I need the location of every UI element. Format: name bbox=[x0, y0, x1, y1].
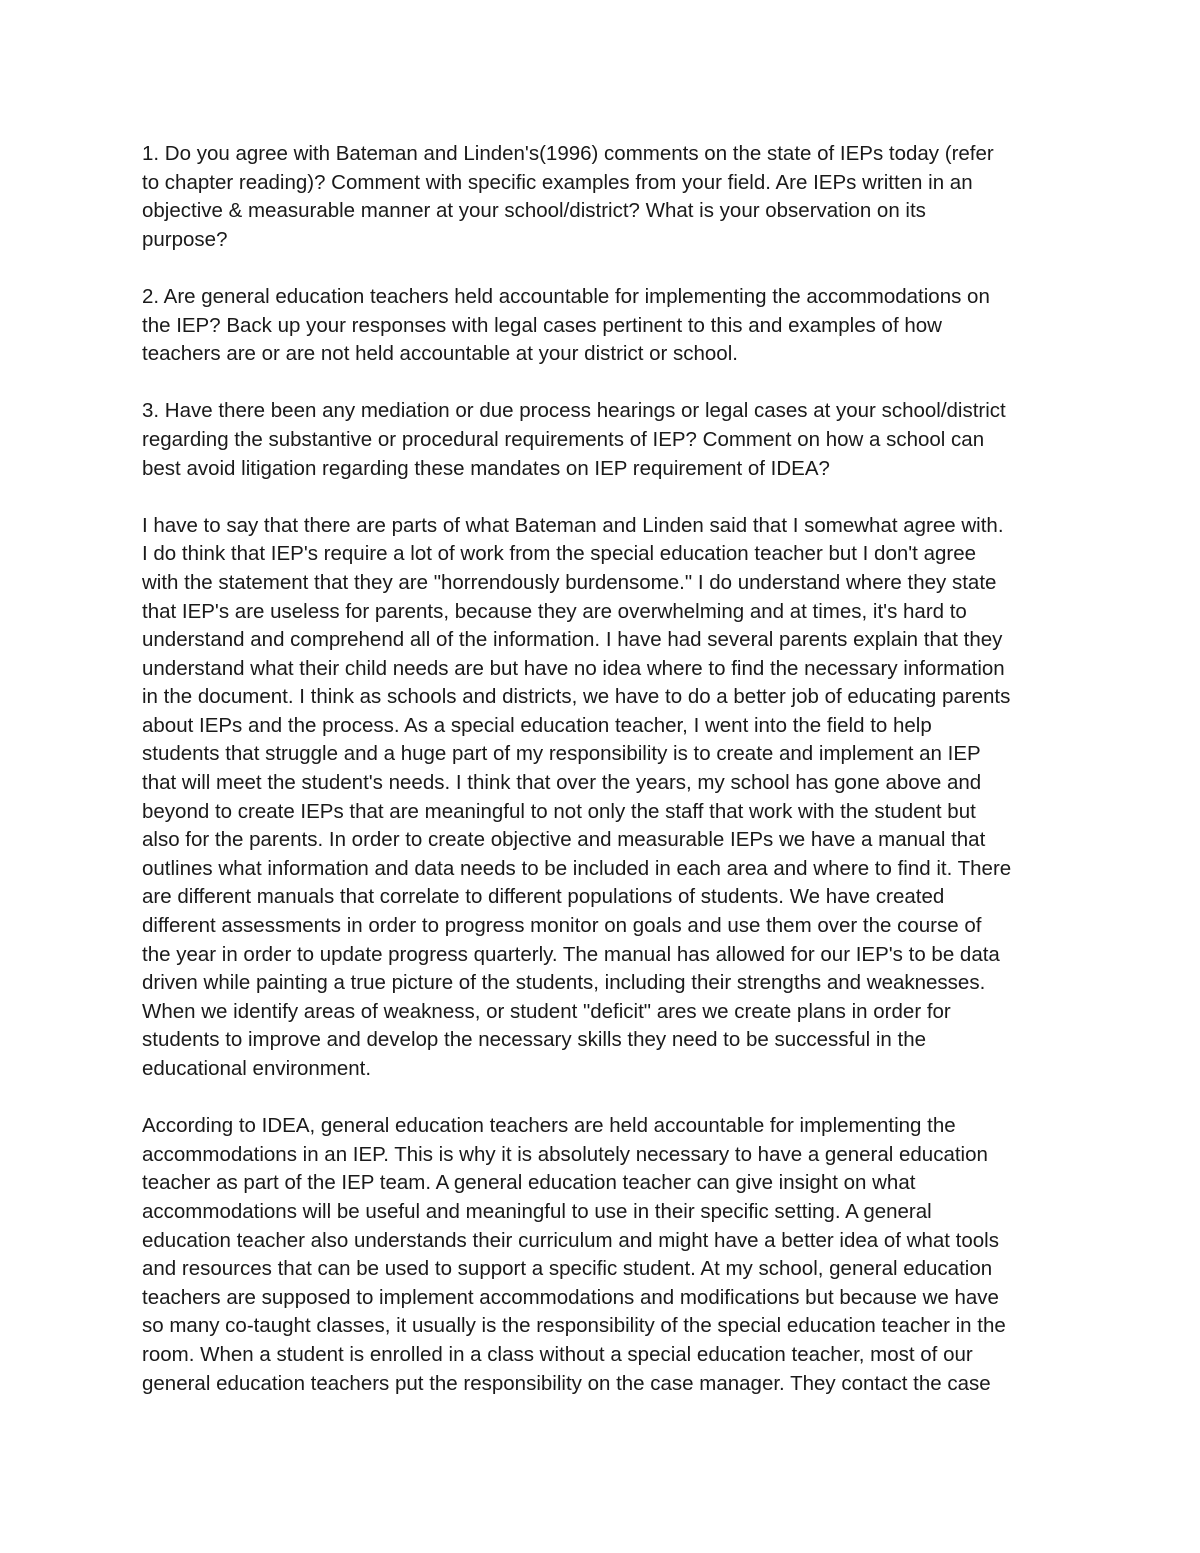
text-line: so many co-taught classes, it usually is the responsibility of the special education teacher in the bbox=[142, 1314, 1006, 1338]
text-line: best avoid litigation regarding these mandates on IEP requirement of IDEA? bbox=[142, 456, 830, 480]
text-line: accommodations in an IEP. This is why it is absolutely necessary to have a general education bbox=[142, 1142, 988, 1166]
text-line: regarding the substantive or procedural requirements of IEP? Comment on how a school can bbox=[142, 427, 985, 451]
text-line: and resources that can be used to support a specific student. At my school, general education bbox=[142, 1257, 993, 1281]
document-body bbox=[142, 140, 1062, 1398]
answer-paragraph-2 bbox=[142, 1112, 1062, 1398]
text-line: different assessments in order to progress monitor on goals and use them over the course of bbox=[142, 914, 982, 938]
text-line: general education teachers put the responsibility on the case manager. They contact the case bbox=[142, 1371, 991, 1395]
text-line: understand and comprehend all of the information. I have had several parents explain that they bbox=[142, 628, 1003, 652]
text-line: I have to say that there are parts of what Bateman and Linden said that I somewhat agree with. bbox=[142, 513, 1004, 537]
text-line: room. When a student is enrolled in a class without a special education teacher, most of our bbox=[142, 1342, 973, 1366]
question-3 bbox=[142, 397, 1062, 483]
text-line: that will meet the student's needs. I think that over the years, my school has gone above and bbox=[142, 771, 982, 795]
text-line: beyond to create IEPs that are meaningful to not only the staff that work with the student but bbox=[142, 799, 976, 823]
text-line: that IEP's are useless for parents, because they are overwhelming and at times, it's hard to bbox=[142, 599, 967, 623]
text-line: also for the parents. In order to create objective and measurable IEPs we have a manual that bbox=[142, 828, 986, 852]
text-line: purpose? bbox=[142, 227, 228, 251]
text-line: are different manuals that correlate to different populations of students. We have created bbox=[142, 885, 945, 909]
text-line: with the statement that they are "horrendously burdensome." I do understand where they state bbox=[142, 570, 997, 594]
text-line: According to IDEA, general education teachers are held accountable for implementing the bbox=[142, 1114, 956, 1138]
text-line: students that struggle and a huge part of my responsibility is to create and implement an IEP bbox=[142, 742, 981, 766]
text-line: understand what their child needs are but have no idea where to find the necessary information bbox=[142, 656, 1005, 680]
text-line: education teacher also understands their curriculum and might have a better idea of what tools bbox=[142, 1228, 999, 1252]
text-line: teachers are or are not held accountable at your district or school. bbox=[142, 342, 738, 366]
text-line: the year in order to update progress quarterly. The manual has allowed for our IEP's to be data bbox=[142, 942, 1000, 966]
text-line: the IEP? Back up your responses with legal cases pertinent to this and examples of how bbox=[142, 313, 942, 337]
text-line: teacher as part of the IEP team. A general education teacher can give insight on what bbox=[142, 1171, 916, 1195]
text-line: I do think that IEP's require a lot of work from the special education teacher but I don't agree bbox=[142, 542, 976, 566]
text-line: about IEPs and the process. As a special education teacher, I went into the field to help bbox=[142, 713, 932, 737]
text-line: When we identify areas of weakness, or student "deficit" ares we create plans in order for bbox=[142, 999, 951, 1023]
text-line: driven while painting a true picture of the students, including their strengths and weaknesses. bbox=[142, 971, 986, 995]
text-line: 3. Have there been any mediation or due process hearings or legal cases at your school/district bbox=[142, 399, 1006, 423]
question-2 bbox=[142, 283, 1062, 369]
text-line: 1. Do you agree with Bateman and Linden's(1996) comments on the state of IEPs today (refer bbox=[142, 142, 994, 165]
text-line: in the document. I think as schools and districts, we have to do a better job of educating parents bbox=[142, 685, 1011, 709]
text-line: objective & measurable manner at your school/district? What is your observation on its bbox=[142, 199, 926, 223]
text-line: to chapter reading)? Comment with specific examples from your field. Are IEPs written in an bbox=[142, 170, 973, 194]
text-line: accommodations will be useful and meaningful to use in their specific setting. A general bbox=[142, 1199, 932, 1223]
text-line: teachers are supposed to implement accommodations and modifications but because we have bbox=[142, 1285, 999, 1309]
answer-paragraph-1 bbox=[142, 512, 1062, 1084]
text-line: educational environment. bbox=[142, 1057, 372, 1080]
text-line: students to improve and develop the necessary skills they need to be successful in the bbox=[142, 1028, 927, 1052]
question-1 bbox=[142, 140, 1062, 254]
text-line: 2. Are general education teachers held accountable for implementing the accommodations on bbox=[142, 284, 990, 308]
text-line: outlines what information and data needs to be included in each area and where to find it. There bbox=[142, 856, 1012, 880]
